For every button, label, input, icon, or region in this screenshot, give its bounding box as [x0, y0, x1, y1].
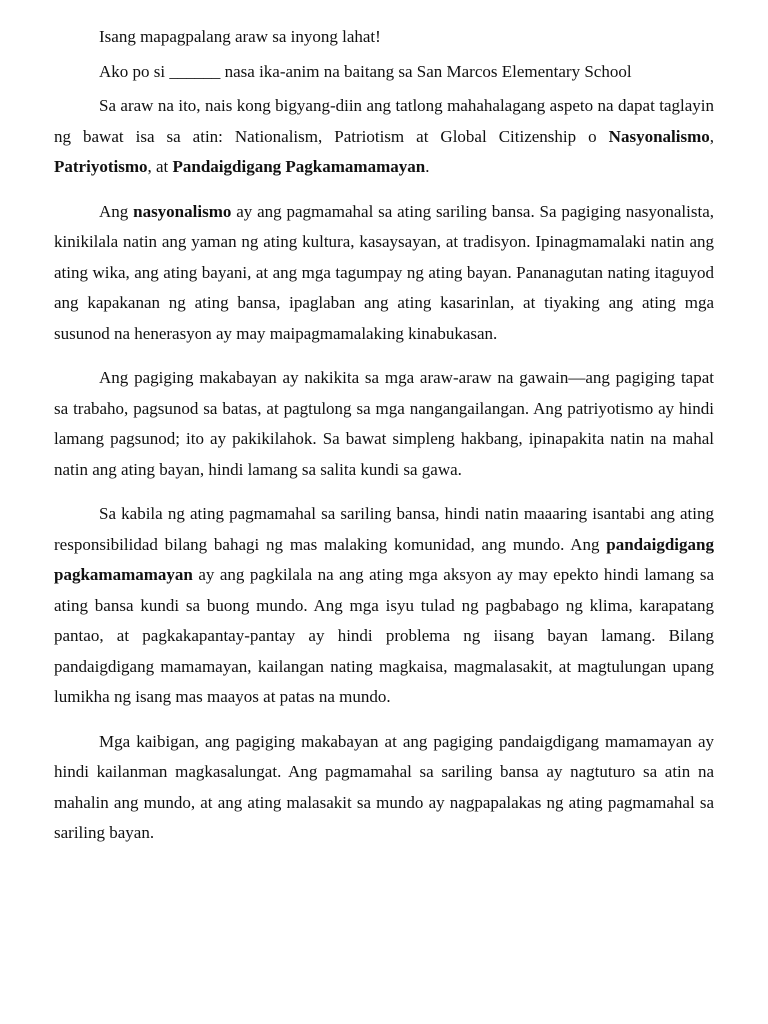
term-patriyotismo: Patriyotismo — [54, 157, 148, 176]
focus-text: Sa araw na ito, nais kong bigyang-diin ang tatlong mahahalagang aspeto na dapat taglayin ng bawat isa sa atin: Nationalism, Patriotism at Global Citizenship o — [54, 96, 714, 146]
intro-rest: nasa ika-anim na baitang sa San Marcos Elementary School — [224, 62, 632, 81]
greeting-paragraph — [54, 26, 714, 48]
conclusion-paragraph — [54, 727, 714, 849]
patriotism-paragraph — [54, 363, 714, 485]
term-pandaigdigang-pagkamamamayan: Pandaigdigang Pagkamamamayan — [172, 157, 426, 176]
focus-end: . — [425, 157, 430, 176]
focus-paragraph — [54, 91, 714, 183]
nationalism-lead: Ang — [99, 201, 134, 221]
focus-separator-2: , at — [147, 157, 173, 176]
global-citizenship-paragraph — [54, 499, 714, 713]
term-nasyonalismo: Nasyonalismo — [608, 126, 710, 146]
global-term: pandaigdigang pagkamamamayan — [54, 534, 714, 584]
nationalism-paragraph — [54, 197, 714, 350]
global-text-after: ay ang pagkilala na ang ating mga aksyon ay may epekto hindi lamang sa ating bansa kundi sa buong mundo. Ang mga isyu tulad ng pagbabago ng klima, karapatang pantao, at pagkakapantay-pantay ay hindi problema ng iisang bayan lamang. Bilang pandaigdigang mamamayan, kailangan nating magkaisa, magmalasakit, at magtulungan upang lumikha ng isang mas maayos at patas na mundo. — [54, 565, 714, 706]
name-blank: ______ — [169, 62, 221, 81]
patriotism-text: Ang pagiging makabayan ay nakikita sa mga araw-araw na gawain—ang pagiging tapat sa trabaho, pagsunod sa batas, at pagtulong sa mga nangangailangan. Ang patriyotismo ay hindi lamang pagsunod; ito ay pakikilahok. Sa bawat simpleng hakbang, ipinapakita natin na mahal natin ang ating bayan, hindi lamang sa salita kundi sa gawa. — [54, 368, 714, 479]
nationalism-text: ay ang pagmamahal sa ating sariling bansa. Sa pagiging nasyonalista, kinikilala natin ang yaman ng ating kultura, kasaysayan, at tradisyon. Ipinagmamalaki natin ang ating wika, ang ating bayani, at ang mga tagumpay ng ating bayan. Pananagutan nating itaguyod ang kapakanan ng ating bansa, ipaglaban ang ating kasarinlan, at tiyaking ang ating mga susunod na henerasyon ay may maipagmamalaking kinabukasan. — [54, 201, 714, 343]
nationalism-term: nasyonalismo — [133, 201, 232, 221]
document-page — [54, 26, 714, 849]
greeting-text: Isang mapagpalang araw sa inyong lahat! — [99, 27, 381, 46]
conclusion-text: Mga kaibigan, ang pagiging makabayan at ang pagiging pandaigdigang mamamayan ay hindi kailanman magkasalungat. Ang pagmamahal sa sariling bansa ay nagtuturo sa atin na mahalin ang mundo, at ang ating malasakit sa mundo ay nagpapalakas ng ating pagmamahal sa sariling bayan. — [54, 731, 714, 842]
intro-paragraph — [54, 61, 714, 83]
intro-prefix: Ako po si — [99, 62, 166, 81]
global-text-before: Sa kabila ng ating pagmamahal sa sariling bansa, hindi natin maaaring isantabi ang ating responsibilidad bilang bahagi ng mas malaking komunidad, ang mundo. Ang — [54, 504, 714, 554]
focus-separator-1: , — [709, 126, 714, 146]
